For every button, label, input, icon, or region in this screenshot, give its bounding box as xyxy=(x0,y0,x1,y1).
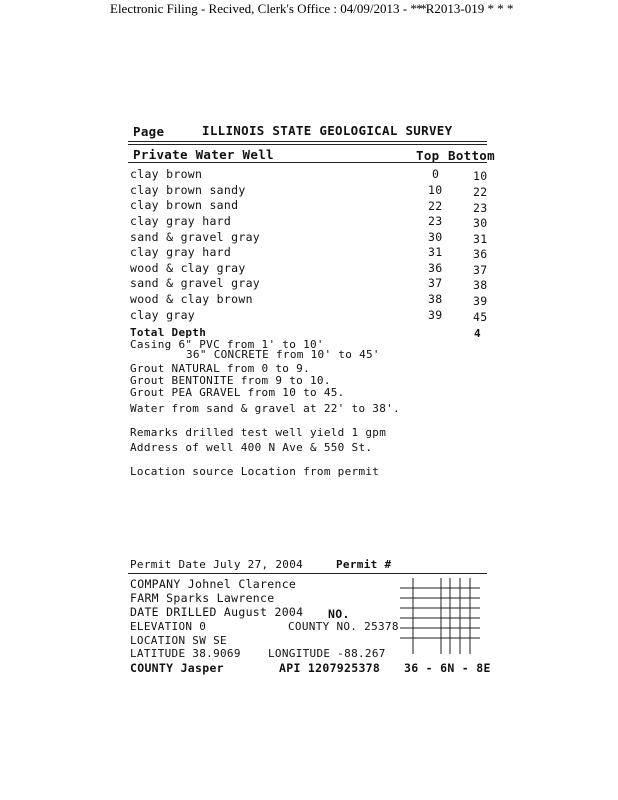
log-row-bottom: 30 xyxy=(473,216,488,230)
log-row-description: wood & clay brown xyxy=(130,292,253,306)
log-row-description: sand & gravel gray xyxy=(130,276,261,290)
grout-line-1: Grout NATURAL from 0 to 9. xyxy=(130,362,310,375)
water-line: Water from sand & gravel at 22' to 38'. xyxy=(130,402,400,415)
column-header-top: Top xyxy=(416,148,440,163)
grout-line-3: Grout PEA GRAVEL from 10 to 45. xyxy=(130,386,345,399)
log-row-top: 0 xyxy=(432,167,440,181)
section-grid xyxy=(400,578,482,658)
company-line: COMPANY Johnel Clarence xyxy=(130,577,297,591)
log-row-bottom: 23 xyxy=(473,201,488,215)
column-header-description: Private Water Well xyxy=(133,147,274,162)
latitude-line: LATITUDE 38.9069 xyxy=(130,647,241,660)
farm-line: FARM Sparks Lawrence xyxy=(130,591,275,605)
column-header-bottom: Bottom xyxy=(448,148,495,163)
log-row-bottom: 39 xyxy=(473,294,488,308)
township-range: 36 - 6N - 8E xyxy=(404,661,491,675)
log-row-description: clay gray hard xyxy=(130,214,232,228)
filing-header: Electronic Filing - Recived, Clerk's Office : 04/09/2013 - * * xyxy=(110,1,427,16)
log-row-top: 22 xyxy=(428,199,443,213)
address-line: Address of well 400 N Ave & 550 St. xyxy=(130,441,373,454)
log-row-top: 23 xyxy=(428,214,443,228)
county-line: COUNTY Jasper xyxy=(130,661,224,675)
remarks-line: Remarks drilled test well yield 1 gpm xyxy=(130,426,387,439)
log-row-top: 31 xyxy=(428,245,443,259)
log-row-top: 10 xyxy=(428,183,443,197)
total-depth-label: Total Depth xyxy=(130,326,207,339)
title-rule-top xyxy=(128,141,487,142)
location-source-line: Location source Location from permit xyxy=(130,465,380,478)
log-row-bottom: 45 xyxy=(473,310,488,324)
log-row-top: 30 xyxy=(428,230,443,244)
api-number: API 1207925378 xyxy=(279,661,381,675)
total-depth-value: 4 xyxy=(474,327,481,340)
log-row-bottom: 22 xyxy=(473,185,488,199)
log-row-bottom: 38 xyxy=(473,278,488,292)
date-drilled-line: DATE DRILLED August 2004 xyxy=(130,605,304,619)
elevation-line: ELEVATION 0 xyxy=(130,620,207,633)
log-row-description: clay brown sandy xyxy=(130,183,246,197)
log-row-description: sand & gravel gray xyxy=(130,230,261,244)
casing-line-1: Casing 6" PVC from 1' to 10' xyxy=(130,338,324,351)
casing-line-2: 36" CONCRETE from 10' to 45' xyxy=(186,348,380,361)
log-row-description: clay brown sand xyxy=(130,198,239,212)
county-number-line: COUNTY NO. 25378 xyxy=(288,620,399,633)
log-row-top: 38 xyxy=(428,292,443,306)
agency-title: ILLINOIS STATE GEOLOGICAL SURVEY xyxy=(202,123,453,138)
log-row-top: 37 xyxy=(428,276,443,290)
log-row-top: 39 xyxy=(428,308,443,322)
page-label: Page xyxy=(133,124,165,139)
permit-date: Permit Date July 27, 2004 xyxy=(130,558,304,571)
grout-line-2: Grout BENTONITE from 9 to 10. xyxy=(130,374,331,387)
log-row-description: clay gray xyxy=(130,308,196,322)
title-rule-bottom xyxy=(128,144,487,145)
log-row-top: 36 xyxy=(428,261,443,275)
log-row-description: clay gray hard xyxy=(130,245,232,259)
log-row-bottom: 37 xyxy=(473,263,488,277)
location-line: LOCATION SW SE xyxy=(130,634,227,647)
log-row-bottom: 36 xyxy=(473,247,488,261)
filing-reference: * R2013-019 * * * xyxy=(416,1,514,16)
number-label: NO. xyxy=(328,607,350,621)
longitude-line: LONGITUDE -88.267 xyxy=(268,647,386,660)
permit-number-label: Permit # xyxy=(336,558,392,571)
header-rule xyxy=(128,162,487,163)
log-row-description: wood & clay gray xyxy=(130,261,246,275)
permit-rule xyxy=(128,573,487,574)
log-row-bottom: 31 xyxy=(473,232,488,246)
log-row-description: clay brown xyxy=(130,167,203,181)
log-row-bottom: 10 xyxy=(473,169,488,183)
